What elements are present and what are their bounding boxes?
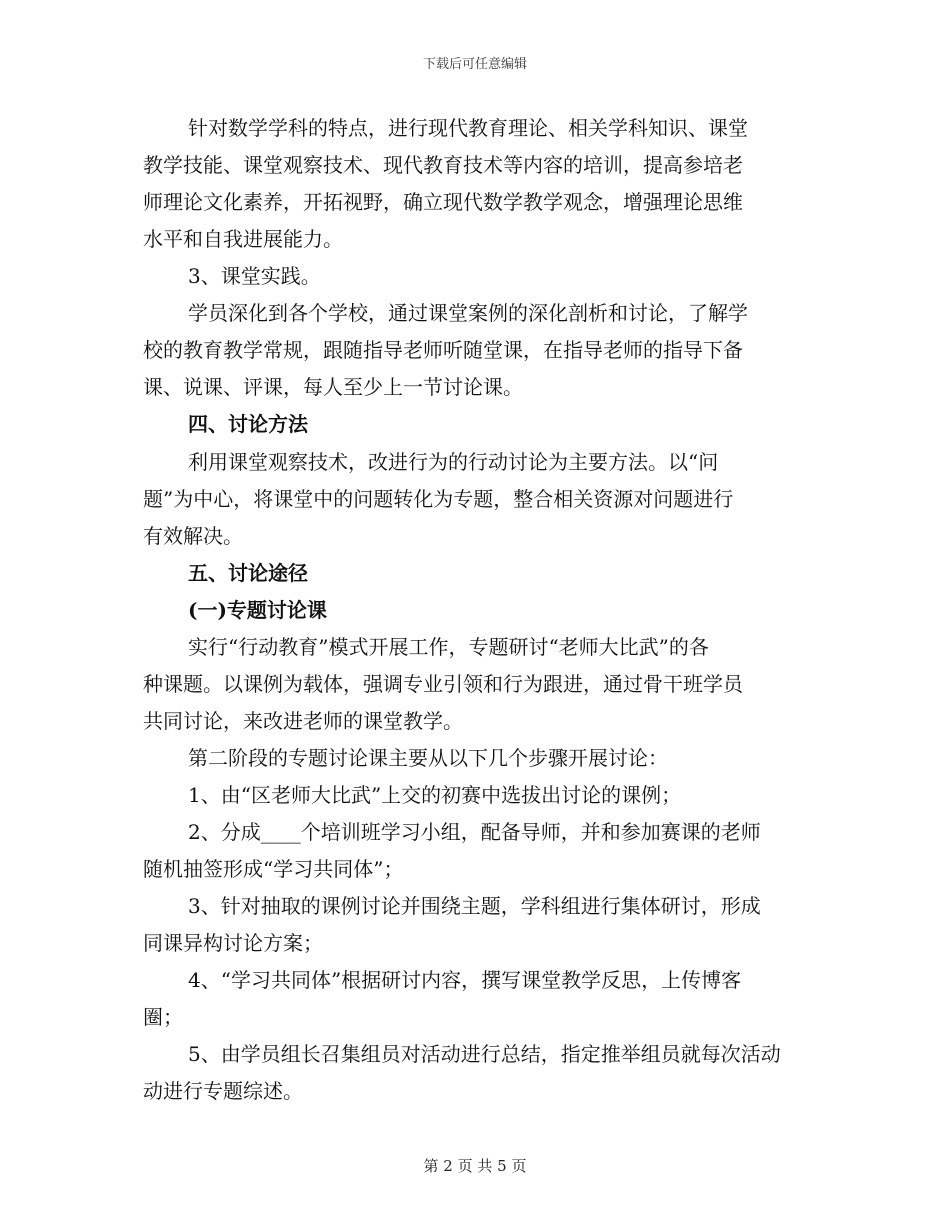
paragraph-line: 圈； [143,1005,183,1029]
paragraph-line: 水平和自我进展能力。 [143,227,343,251]
paragraph-line: 利用课堂观察技术，改进行为的行动讨论为主要方法。以“问 [188,450,719,474]
list-item: 1、由“区老师大比武”上交的初赛中选拔出讨论的课例； [188,783,682,807]
paragraph-line: 有效解决。 [143,524,243,548]
paragraph-line: 课、说课、评课，每人至少上一节讨论课。 [143,375,523,399]
list-item: 4、“学习共同体”根据研讨内容，撰写课堂教学反思，上传博客 [188,968,742,992]
paragraph-line: 同课异构讨论方案； [143,931,323,955]
paragraph-line: 动进行专题综述。 [143,1079,303,1103]
section-subheading: 3、课堂实践。 [188,264,321,288]
page-footer: 第 2 页 共 5 页 [423,1157,527,1175]
paragraph-line: 校的教育教学常规，跟随指导老师听随堂课，在指导老师的指导下备 [143,338,743,362]
paragraph-line: 随机抽签形成“学习共同体”； [143,857,404,881]
page-header: 下载后可任意编辑 [422,57,527,72]
subsection-heading: (一)专题讨论课 [188,598,327,622]
paragraph-line: 针对数学学科的特点，进行现代教育理论、相关学科知识、课堂 [188,116,748,140]
paragraph-line: 第二阶段的专题讨论课主要从以下几个步骤开展讨论： [188,746,668,770]
paragraph-line: 教学技能、课堂观察技术、现代教育技术等内容的培训，提高参培老 [143,153,743,177]
paragraph-line: 种课题。以课例为载体，强调专业引领和行为跟进，通过骨干班学员 [143,672,743,696]
section-heading: 五、讨论途径 [188,561,308,585]
list-item: 5、由学员组长召集组员对活动进行总结，指定推举组员就每次活动 [188,1042,781,1066]
section-heading: 四、讨论方法 [188,412,308,436]
paragraph-line: 学员深化到各个学校，通过课堂案例的深化剖析和讨论，了解学 [188,301,748,325]
list-item: 3、针对抽取的课例讨论并围绕主题，学科组进行集体研讨，形成 [188,894,761,918]
paragraph-line: 师理论文化素养，开拓视野，确立现代数学教学观念，增强理论思维 [143,190,743,214]
list-item: 2、分成____个培训班学习小组，配备导师，并和参加赛课的老师 [188,820,761,844]
paragraph-line: 共同讨论，来改进老师的课堂教学。 [143,709,463,733]
paragraph-line: 题”为中心，将课堂中的问题转化为专题，整合相关资源对问题进行 [143,487,734,511]
paragraph-line: 实行“行动教育”模式开展工作，专题研讨“老师大比武”的各 [188,635,709,659]
